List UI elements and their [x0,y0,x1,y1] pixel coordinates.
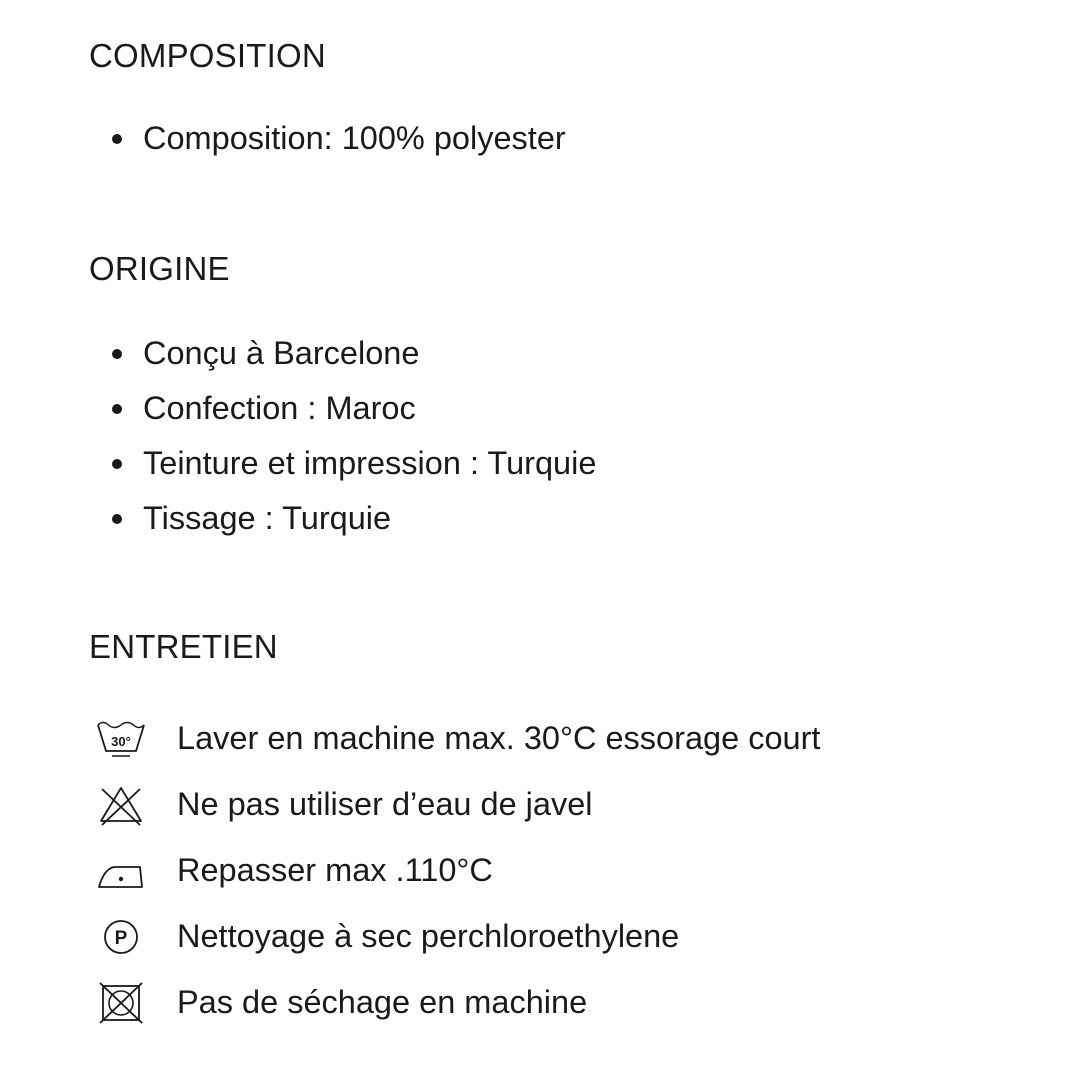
bullet-icon [112,134,122,144]
no-bleach-icon [96,783,146,827]
dry-clean-letter: P [114,928,128,949]
composition-heading: COMPOSITION [89,37,326,74]
composition-item-label: Composition: 100% polyester [143,120,566,156]
care-label: Laver en machine max. 30°C essorage court [177,720,821,756]
care-label: Nettoyage à sec perchloroethylene [177,918,680,954]
care-label: Pas de séchage en machine [177,984,588,1020]
iron-low-icon [96,849,146,893]
care-label: Repasser max .110°C [177,852,493,888]
entretien-heading: ENTRETIEN [89,628,278,665]
no-tumble-dry-icon [96,981,146,1025]
origine-item-label: Confection : Maroc [143,390,416,426]
list-item [108,381,596,436]
list-item [108,326,596,381]
list-item [108,491,596,546]
origine-item-label: Conçu à Barcelone [143,335,420,371]
wash-30-icon [96,717,146,761]
list-item [108,111,566,166]
origine-list [108,326,596,546]
bullet-icon [112,349,122,359]
origine-heading: ORIGINE [89,250,230,287]
wash-temperature-label: 30° [111,734,131,749]
origine-item-label: Tissage : Turquie [143,500,392,536]
bullet-icon [112,514,122,524]
origine-item-label: Teinture et impression : Turquie [143,445,597,481]
bullet-icon [112,459,122,469]
composition-list [108,111,566,166]
bullet-icon [112,404,122,414]
care-label: Ne pas utiliser d’eau de javel [177,786,593,822]
list-item [108,436,596,491]
dry-clean-p-icon [96,915,146,959]
